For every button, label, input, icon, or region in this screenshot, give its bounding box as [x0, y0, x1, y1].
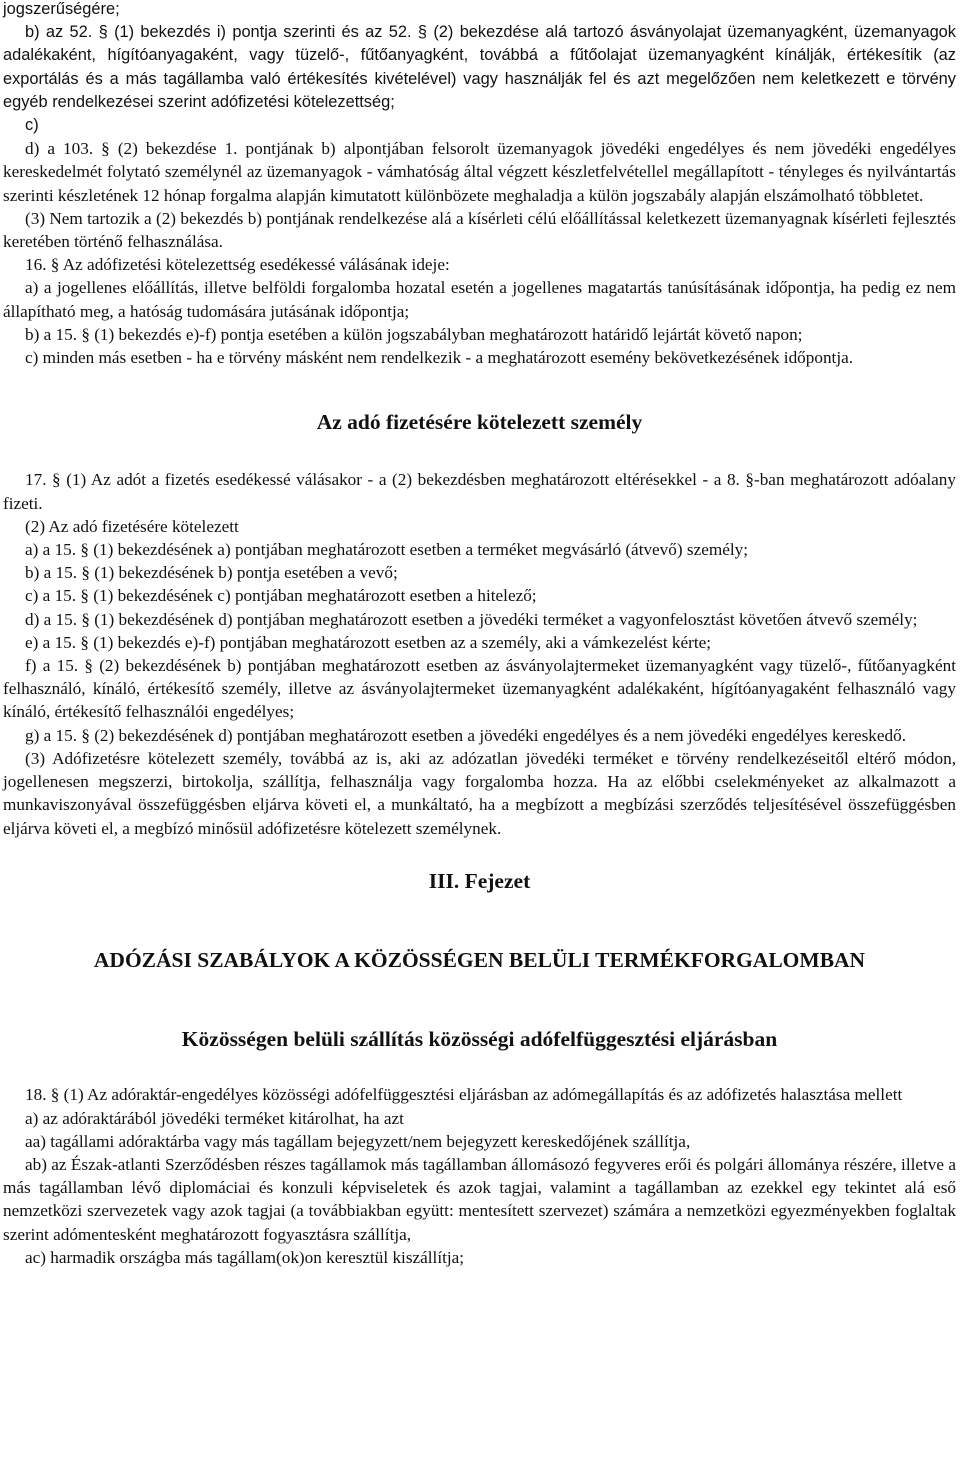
paragraph-18-1: 18. § (1) Az adóraktár-engedélyes közösségi adófelfüggesztési eljárásban az adómegállapítás és az adófizetés halasztása mellett — [25, 1085, 903, 1105]
subsection-heading: Közösségen belüli szállítás közösségi adófelfüggesztési eljárásban — [181, 1027, 778, 1052]
chapter-title: ADÓZÁSI SZABÁLYOK A KÖZÖSSÉGEN BELÜLI TERMÉKFORGALOMBAN — [93, 947, 866, 972]
paragraph-17-2-e: e) a 15. § (1) bekezdés e)-f) pontjában meghatározott esetben az a személy, aki a vámkezelést kérte; — [25, 632, 712, 652]
paragraph-17-2-a: a) a 15. § (1) bekezdésének a) pontjában meghatározott esetben a terméket megvásárló (átvevő) személy; — [25, 540, 748, 560]
paragraph-16-b: b) a 15. § (1) bekezdés e)-f) pontja esetében a külön jogszabályban meghatározott határidő lejártát követő napon; — [25, 324, 803, 344]
paragraph-18-1-ab: ab) az Észak-atlanti Szerződésben részes tagállamok más tagállamban állomásozó fegyveres erői és polgári állománya részére, illetve a más tagállamban lévő diplomáciai és konzuli képviseletek és azok tagjai, valamint a tagállamban az ezekkel egy tekintet alá eső nemzetközi szervezetek vagy azok tagjai (a továbbiakban együtt: mentesített szervezet) számára a nemzetközi egyezményekben foglaltak szerint adómentesként meghatározott fogyasztásra szállítja, — [3, 1154, 956, 1244]
paragraph-18-1-a: a) az adóraktárából jövedéki terméket kitárolhat, ha azt — [25, 1108, 404, 1128]
paragraph-17-2-f: f) a 15. § (2) bekezdésének b) pontjában meghatározott esetben az ásványolajtermeket üzemanyagként vagy tüzelő-, fűtőanyagként felhasználó, kínáló, értékesítő személy, illetve az ásványolajtermeket üzemanyagként adalékaként, hígítóanyagaként felhasználó vagy kínáló, értékesítő felhasználói engedélyes; — [3, 656, 956, 722]
paragraph-17-2-b: b) a 15. § (1) bekezdésének b) pontja esetében a vevő; — [25, 563, 398, 583]
paragraph-15-2-d: d) a 103. § (2) bekezdése 1. pontjának b) alpontjában felsorolt üzemanyagok jövedéki engedélyes és nem jövedéki engedélyes kereskedelmét folytató személynél az üzemanyagok - vámhatóság által végzett készletfelvétellel megállapított - tényleges és nyilvántartás szerinti készletének 12 hónap forgalma alapján kimutatott különbözete meghaladja a külön jogszabály alapján elszámolható többletet. — [3, 139, 956, 205]
section-heading-payer: Az adó fizetésére kötelezett személy — [316, 410, 643, 435]
paragraph-18-1-aa: aa) tagállami adóraktárba vagy más tagállam bejegyzett/nem bejegyzett kereskedőjének szállítja, — [25, 1131, 691, 1151]
paragraph-18-1-ac: ac) harmadik országba más tagállam(ok)on keresztül kiszállítja; — [25, 1247, 465, 1267]
paragraph-17-2-c: c) a 15. § (1) bekezdésének c) pontjában meghatározott esetben a hitelező; — [25, 586, 537, 606]
paragraph-17-3: (3) Adófizetésre kötelezett személy, továbbá az is, aki az adózatlan jövedéki terméket e törvény rendelkezéseitől eltérő módon, jogellenesen megszerzi, birtokolja, szállítja, felhasználja vagy forgalomba hozza. Ha az előbbi cselekményeket az alkalmazott a munkaviszonyával összefüggésben eljárva követi el, a munkáltató, ha a megbízott a megbízási szerződés teljesítésével összefüggésben eljárva követi el, a megbízó minősül adófizetésre kötelezett személynek. — [3, 748, 956, 838]
paragraph-17-2-d: d) a 15. § (1) bekezdésének d) pontjában meghatározott esetben a jövedéki terméket a vagyonfelosztást követően átvevő személy; — [25, 609, 918, 629]
paragraph-15-2-b: b) az 52. § (1) bekezdés i) pontja szerinti és az 52. § (2) bekezdése alá tartozó ásványolajat üzemanyagként, üzemanyagok adalékaként, hígítóanyagaként, vagy tüzelő-, fűtőanyagként, továbbá a fűtőolajat üzemanyagként kínálják, értékesítik (az exportálás és a más tagállamba való értékesítés kivételével) vagy használják fel és azt megelőzően nem keletkezett e törvény egyéb rendelkezései szerint adófizetési kötelezettség; — [3, 23, 956, 111]
paragraph-17-2: (2) Az adó fizetésére kötelezett — [25, 516, 239, 536]
chapter-heading: III. Fejezet — [428, 868, 531, 893]
paragraph-16: 16. § Az adófizetési kötelezettség esedékessé válásának ideje: — [25, 255, 450, 275]
paragraph-17-2-g: g) a 15. § (2) bekezdésének d) pontjában meghatározott esetben a jövedéki engedélyes és a nem jövedéki engedélyes kereskedő. — [25, 725, 906, 745]
paragraph-16-c: c) minden más esetben - ha e törvény másként nem rendelkezik - a meghatározott esemény bekövetkezésének időpontja. — [25, 348, 854, 368]
paragraph-15-3: (3) Nem tartozik a (2) bekezdés b) pontjának rendelkezése alá a kísérleti célú előállítással keletkezett üzemanyagnak kísérleti fejlesztés keretében történő felhasználása. — [3, 208, 956, 252]
paragraph-17-1: 17. § (1) Az adót a fizetés esedékessé válásakor - a (2) bekezdésben meghatározott eltérésekkel - a 8. §-ban meghatározott adóalany fizeti. — [3, 470, 956, 513]
paragraph-cont: jogszerűségére; — [3, 0, 120, 18]
paragraph-16-a: a) a jogellenes előállítás, illetve belföldi forgalomba hozatal esetén a jogellenes magatartás tanúsításának időpontja, ha pedig ez nem állapítható meg, a hatóság tudomására jutásának időpontja; — [3, 278, 956, 321]
paragraph-15-2-c: c) — [25, 116, 39, 135]
